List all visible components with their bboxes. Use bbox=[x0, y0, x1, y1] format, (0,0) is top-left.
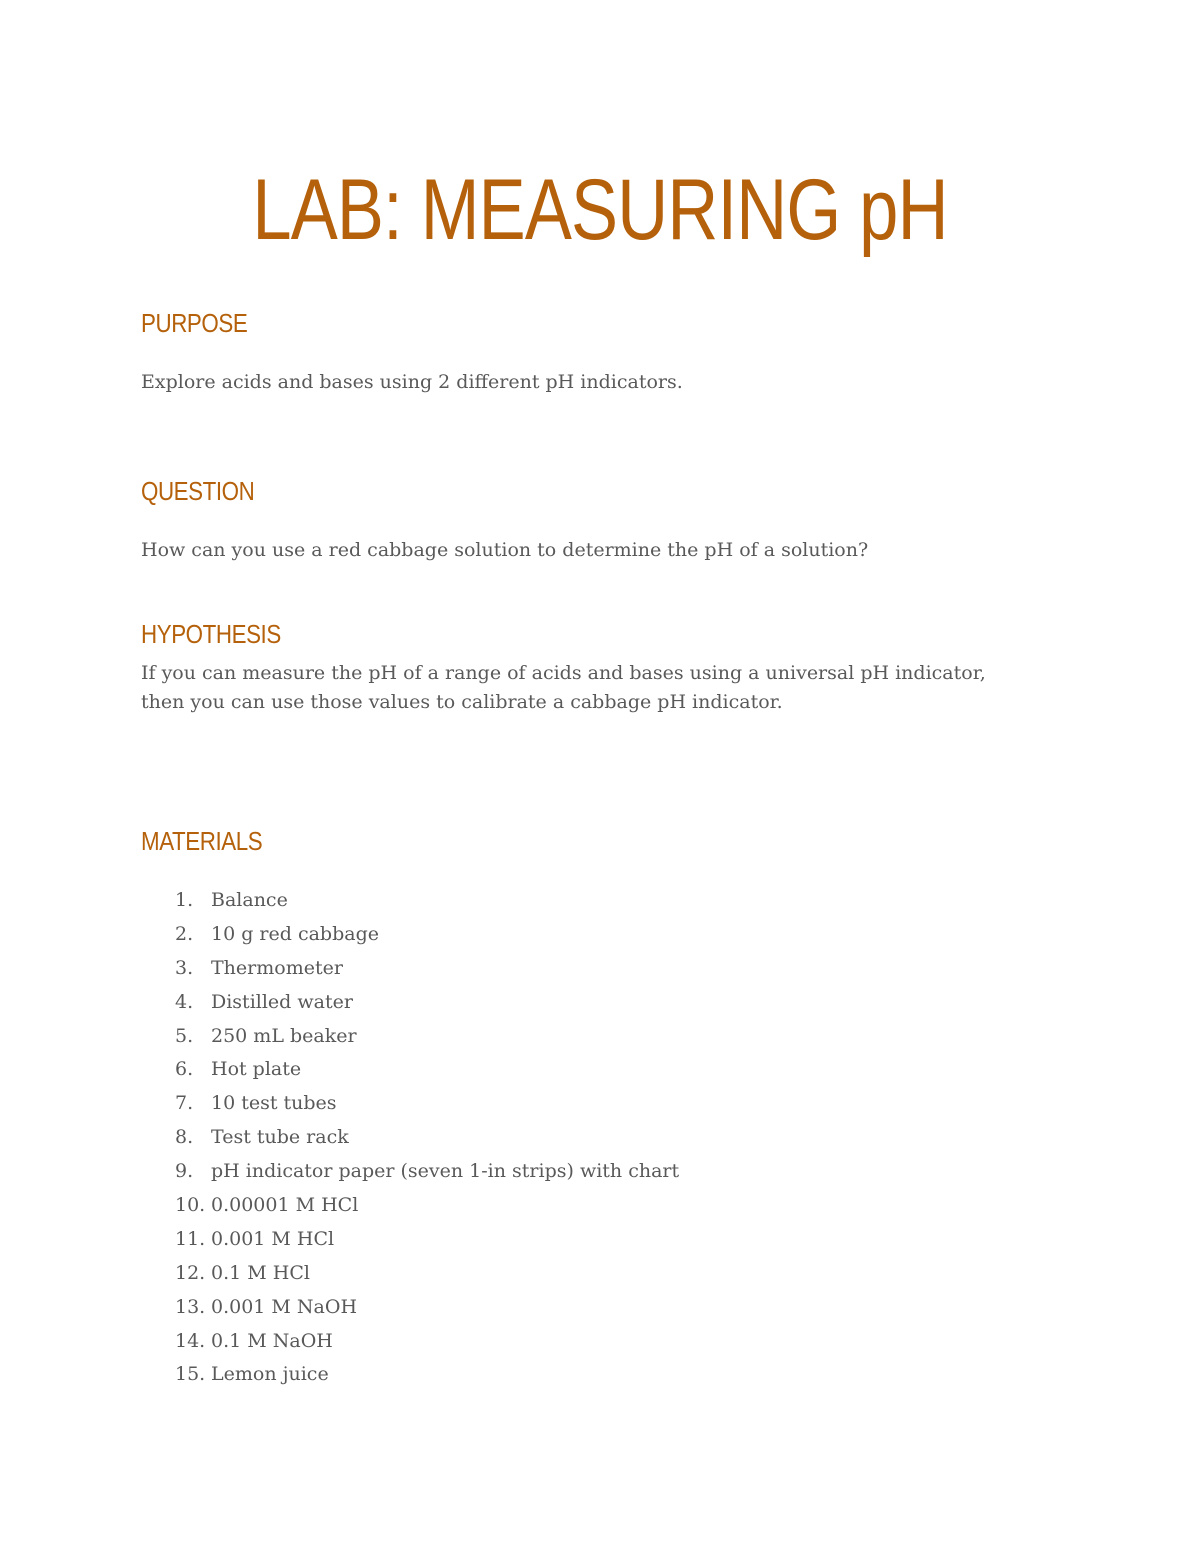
purpose-heading: PURPOSE bbox=[141, 308, 248, 338]
list-item-text: 0.001 M NaOH bbox=[211, 1295, 358, 1318]
purpose-text: Explore acids and bases using 2 different pH indicators. bbox=[141, 371, 683, 393]
list-item bbox=[141, 1257, 679, 1291]
hypothesis-heading: HYPOTHESIS bbox=[141, 619, 281, 649]
page-title: LAB: MEASURING pH bbox=[252, 162, 948, 258]
list-item bbox=[141, 986, 679, 1020]
list-item-number: 2. bbox=[175, 922, 194, 945]
list-item-text: Thermometer bbox=[211, 956, 343, 979]
list-item-text: Test tube rack bbox=[211, 1126, 349, 1149]
list-item-text: 0.001 M HCl bbox=[211, 1227, 335, 1250]
list-item bbox=[141, 1358, 679, 1392]
list-item-text: 0.1 M NaOH bbox=[211, 1329, 333, 1352]
hypothesis-line-2: then you can use those values to calibrate a cabbage pH indicator. bbox=[141, 691, 783, 713]
list-item-number: 13. bbox=[175, 1295, 206, 1318]
list-item-number: 10. bbox=[175, 1194, 206, 1217]
list-item-number: 8. bbox=[175, 1126, 194, 1149]
list-item-number: 5. bbox=[175, 1024, 194, 1047]
hypothesis-line-1: If you can measure the pH of a range of acids and bases using a universal pH indicator, bbox=[141, 662, 986, 684]
list-item-text: pH indicator paper (seven 1-in strips) with chart bbox=[211, 1160, 680, 1183]
list-item-number: 3. bbox=[175, 956, 194, 979]
list-item-number: 12. bbox=[175, 1261, 206, 1284]
question-heading: QUESTION bbox=[141, 476, 255, 506]
list-item-text: Balance bbox=[211, 889, 288, 911]
list-item bbox=[141, 1291, 679, 1325]
list-item-text: Lemon juice bbox=[211, 1363, 329, 1386]
list-item-number: 4. bbox=[175, 990, 194, 1013]
list-item-text: Distilled water bbox=[211, 990, 353, 1013]
list-item bbox=[141, 1325, 679, 1359]
list-item bbox=[141, 1053, 679, 1087]
list-item-text: Hot plate bbox=[211, 1058, 302, 1081]
list-item-text: 0.1 M HCl bbox=[211, 1261, 310, 1284]
list-item-text: 10 g red cabbage bbox=[211, 922, 379, 945]
list-item-text: 10 test tubes bbox=[211, 1092, 337, 1115]
materials-list bbox=[141, 884, 679, 1392]
list-item-number: 11. bbox=[175, 1227, 206, 1250]
list-item bbox=[141, 1087, 679, 1121]
list-item bbox=[141, 918, 679, 952]
list-item bbox=[141, 1155, 679, 1189]
list-item-number: 1. bbox=[175, 889, 194, 911]
list-item-number: 14. bbox=[175, 1329, 206, 1352]
list-item-text: 0.00001 M HCl bbox=[211, 1194, 359, 1217]
list-item-number: 6. bbox=[175, 1058, 194, 1081]
materials-heading: MATERIALS bbox=[141, 826, 263, 856]
list-item bbox=[141, 1189, 679, 1223]
list-item-number: 9. bbox=[175, 1160, 194, 1183]
list-item-text: 250 mL beaker bbox=[211, 1024, 357, 1047]
question-text: How can you use a red cabbage solution to determine the pH of a solution? bbox=[141, 539, 869, 561]
list-item bbox=[141, 952, 679, 986]
list-item bbox=[141, 1121, 679, 1155]
list-item-number: 7. bbox=[175, 1092, 194, 1115]
list-item bbox=[141, 1223, 679, 1257]
list-item bbox=[141, 1020, 679, 1054]
list-item-number: 15. bbox=[175, 1363, 206, 1386]
list-item bbox=[141, 884, 679, 918]
